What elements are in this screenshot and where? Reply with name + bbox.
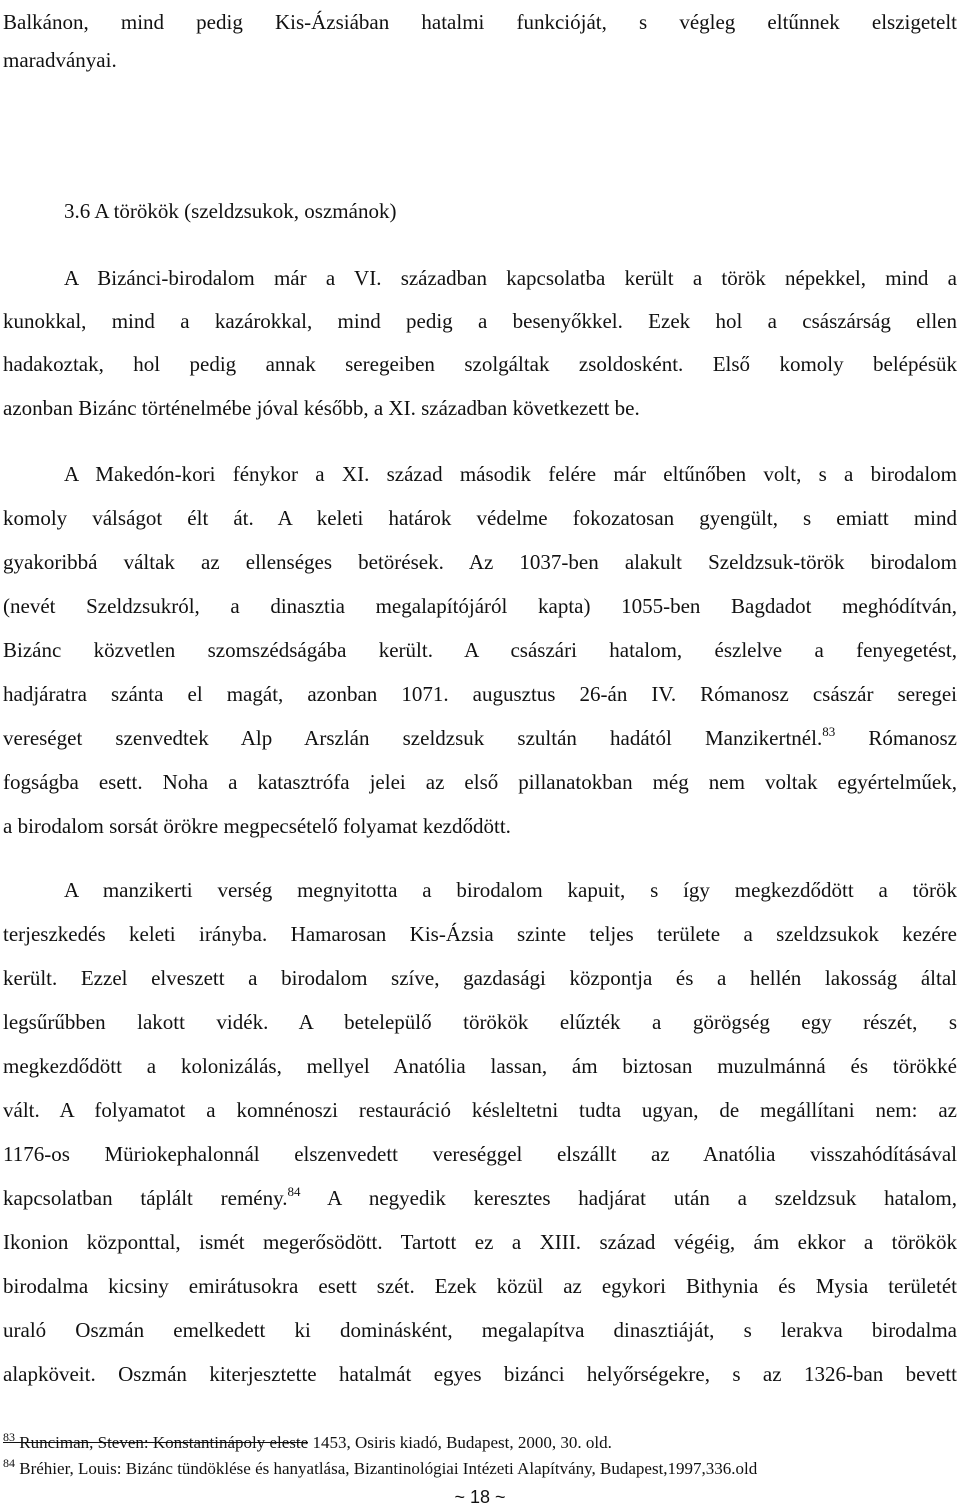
text-line: (nevét Szeldzsukról, a dinasztia megalapítójáról kapta) 1055-ben Bagdadot meghódítván,: [3, 594, 957, 618]
text-line: fogságba esett. Noha a katasztrófa jelei az első pillanatokban még nem voltak egyértelműek,: [3, 770, 957, 794]
text-line: Ikonion központtal, ismét megerősödött. Tartott ez a XIII. század végéig, ám ekkor a törökök: [3, 1230, 957, 1254]
section-heading: 3.6 A törökök (szeldzsukok, oszmánok): [64, 199, 397, 223]
text-line: A manzikerti verség megnyitotta a birodalom kapuit, s így megkezdődött a török: [64, 878, 957, 902]
text-line: hadjáratra szánta el magát, azonban 1071. augusztus 26-án IV. Rómanosz császár seregei: [3, 682, 957, 706]
text-segment: vereséget szenvedtek Alp Arszlán szeldzsuk szultán hadától Manzikertnél.: [3, 726, 823, 750]
text-line: alapköveit. Oszmán kiterjesztette hatalmát egyes bizánci helyőrségekre, s az 1326-ban bevett: [3, 1362, 957, 1386]
text-line: kunokkal, mind a kazárokkal, mind pedig a besenyőkkel. Ezek hol a császárság ellen: [3, 309, 957, 333]
text-line: vált. A folyamatot a komnénoszi restauráció késleltetni tudta ugyan, de megállítani nem: az: [3, 1098, 957, 1122]
footnote: [3, 1431, 957, 1455]
text-segment: kapcsolatban táplált remény.: [3, 1186, 288, 1210]
text-segment: Rómanosz: [835, 726, 958, 750]
text-line: hadakoztak, hol pedig annak seregeiben szolgáltak zsoldosként. Első komoly belépésük: [3, 352, 957, 376]
footnote-reference[interactable]: 84: [287, 1184, 301, 1199]
footnote: [3, 1457, 957, 1481]
text-line: birodalma kicsiny emirátusokra esett szét. Ezek közül az egykori Bithynia és Mysia területét: [3, 1274, 957, 1298]
text-line: megkezdődött a kolonizálás, mellyel Anatólia lassan, ám biztosan muzulmánná és törökké: [3, 1054, 957, 1078]
text-line: azonban Bizánc történelmébe jóval később, a XI. században következett be.: [3, 396, 640, 420]
text-line: Balkánon, mind pedig Kis-Ázsiában hatalmi funkcióját, s végleg eltűnnek elszigetelt: [3, 10, 957, 34]
footnote-text: Bréhier, Louis: Bizánc tündöklése és hanyatlása, Bizantinológiai Intézeti Alapítvány, Budapest,1997,336.old: [15, 1459, 758, 1478]
footnote-mark: 83: [3, 1430, 15, 1444]
text-segment: A negyedik keresztes hadjárat után a szeldzsuk hatalom,: [300, 1186, 957, 1210]
text-line: Bizánc közvetlen szomszédságába került. A császári hatalom, észlelve a fenyegetést,: [3, 638, 957, 662]
text-line: komoly válságot élt át. A keleti határok védelme fokozatosan gyengült, s emiatt mind: [3, 506, 957, 530]
text-line: A Makedón-kori fénykor a XI. század második felére már eltűnőben volt, s a birodalom: [64, 462, 957, 486]
text-line: a birodalom sorsát örökre megpecsételő folyamat kezdődött.: [3, 814, 511, 838]
text-line-with-footnote: [3, 716, 957, 760]
footnote-mark: 84: [3, 1456, 15, 1470]
text-line-with-footnote: [3, 1176, 957, 1220]
text-line: legsűrűbben lakott vidék. A betelepülő törökök elűzték a görögség egy részét, s: [3, 1010, 957, 1034]
text-line: uraló Oszmán emelkedett ki dominásként, megalapítva dinasztiáját, s lerakva birodalma: [3, 1318, 957, 1342]
text-line: A Bizánci-birodalom már a VI. században kapcsolatba került a török népekkel, mind a: [64, 266, 957, 290]
text-line: került. Ezzel elveszett a birodalom szíve, gazdasági központja és a hellén lakosság által: [3, 966, 957, 990]
text-line: gyakoribbá váltak az ellenséges betörések. Az 1037-ben alakult Szeldzsuk-török birodalom: [3, 550, 957, 574]
footnote-text: Runciman, Steven: Konstantinápoly eleste 1453, Osiris kiadó, Budapest, 2000, 30. old.: [15, 1433, 612, 1452]
text-line: terjeszkedés keleti irányba. Hamarosan Kis-Ázsia szinte teljes területe a szeldzsukok kezére: [3, 922, 957, 946]
page-number: ~ 18 ~: [454, 1487, 506, 1507]
text-line: 1176-os Müriokephalonnál elszenvedett vereséggel elszállt az Anatólia visszahódításával: [3, 1142, 957, 1166]
text-line: maradványai.: [3, 48, 117, 72]
footnote-reference[interactable]: 83: [822, 724, 836, 739]
